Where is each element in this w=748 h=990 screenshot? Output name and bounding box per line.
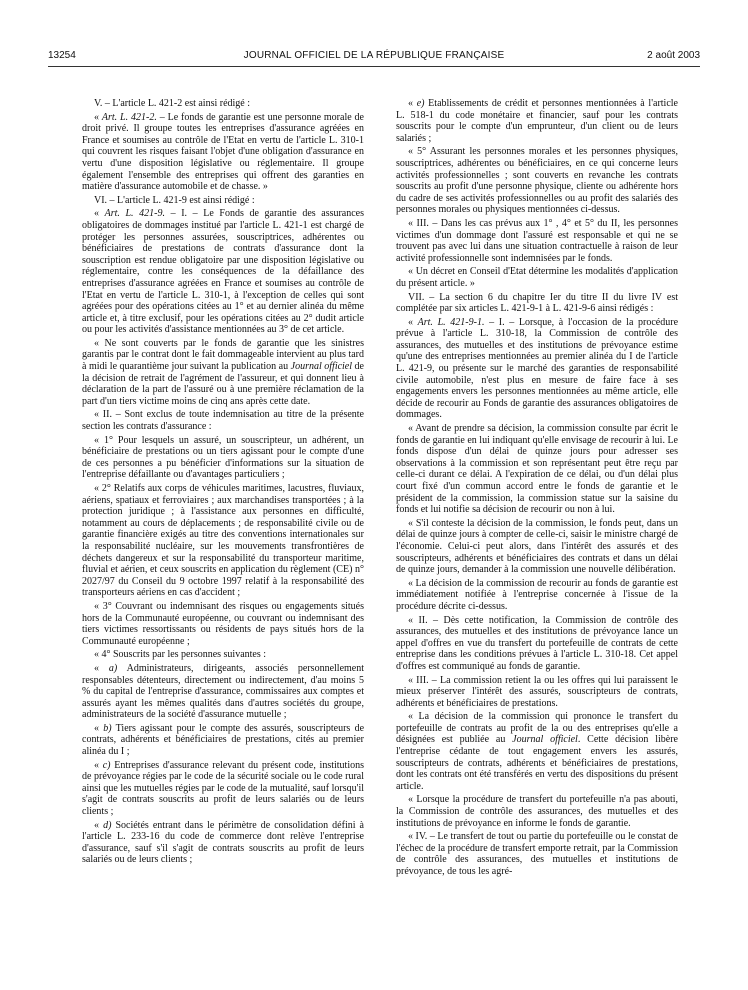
italic-term: Journal officiel <box>512 734 578 746</box>
paragraph <box>396 218 678 264</box>
page-header <box>48 48 700 64</box>
paragraph <box>396 615 678 673</box>
paragraph-text: « III. – La commission retient la ou les offres qui lui paraissent le mieux préserver l'intérêt des assurés, souscripteurs de contrats, adhérents et bénéficiaires de prestations. <box>396 674 678 709</box>
paragraph <box>82 435 364 481</box>
paragraph-text: « III. – Dans les cas prévus aux 1° , 4° et 5° du II, les personnes victimes d'un dommage dont l'assuré est responsable et qui ne se trouvent pas avec lui dans une situation contractuelle à raison de leur activité professionnelle sont indemnisées par le fonds. <box>396 217 678 264</box>
paragraph-text: « IV. – Le transfert de tout ou partie du portefeuille ou le constat de l'échec de la procédure de transfert emporte retrait, par la Commission de contrôle des assurances, des mutuelles et institutions de prévoyance, de tous les agré- <box>396 831 678 877</box>
paragraph-text: « 4° Souscrits par les personnes suivantes : <box>94 649 267 661</box>
paragraph-text: V. – L'article L. 421-2 est ainsi rédigé : <box>94 98 251 109</box>
article-reference: a) <box>108 662 118 674</box>
paragraph-text: « 3° Couvrant ou indemnisant des risques ou engagements situés hors de la Communauté européenne, ou couvrant ou indemnisant des tiers victimes ressortissants ou résidents de pays situés hors de la Communauté européenne ; <box>82 600 364 647</box>
article-reference: b) <box>103 722 112 734</box>
paragraph-text: « Lorsque la procédure de transfert du portefeuille n'a pas abouti, la Commission de contrôle des assurances, des mutuelles et des institutions de prévoyance en informe le fonds de garantie. <box>396 794 678 829</box>
paragraph <box>82 98 364 110</box>
article-reference: Art. L. 421-2. <box>101 111 157 123</box>
paragraph-text: – I. – Le Fonds de garantie des assurances obligatoires de dommages institué par l'article L. 421-1 est chargé de protéger les personnes assurées, souscriptrices, adhérentes ou bénéficiaires de prestations de contrats d'assurance dont la souscription est rendue obligatoire par une disposition législative ou réglementaire, contre les conséquences de la défaillance des entreprises d'assurance agréées en France et soumises au contrôle de l'Etat en vertu de l'article L. 310-1, à l'exception de celles qui sont agréées pour des opérations citées au 1° et au dernier alinéa du même article et, à titre exclusif, pour les opérations citées au 2° dudit article ou pour les activités d'assistance mentionnées au 3° de cet article. <box>82 208 365 336</box>
paragraph-text: « S'il conteste la décision de la commission, le fonds peut, dans un délai de quinze jours à compter de celle-ci, saisir le ministre chargé de l'économie. Celui-ci peut alors, dans l'intérêt des assurés et des souscripteurs, adhérents et bénéficiaires des contrats et dans un délai de quinze jours, demander à la commission une nouvelle délibération. <box>396 517 678 576</box>
paragraph-text: VII. – La section 6 du chapitre Ier du titre II du livre IV est complétée par six articles L. 421-9-1 à L. 421-9-6 ainsi rédigés : <box>396 291 678 315</box>
paragraph <box>396 794 678 829</box>
paragraph-text: Sociétés entrant dans le périmètre de consolidation défini à l'article L. 233-16 du code de commerce dont relève l'entreprise d'assurance, sauf s'il s'agit de contrats souscrits au profit de leurs salariés ou de leurs clients ; <box>82 819 364 866</box>
paragraph <box>82 195 364 207</box>
paragraph <box>82 208 364 336</box>
paragraph <box>82 760 364 818</box>
paragraph-text: VI. – L'article L. 421-9 est ainsi rédigé : <box>94 194 255 206</box>
paragraph <box>396 98 678 144</box>
paragraph-text: – I. – Lorsque, à l'occasion de la procédure prévue à l'article L. 310-18, la Commission de contrôle des assurances, des mutuelles et des institutions de prévoyance estime qu'une des entreprises mentionnées au premier alinéa du I de l'article L. 421-9, ou présente sur le marché des garanties de responsabilité civile automobile, n'est plus en mesure de faire face à ses engagements envers les personnes mentionnées au même article, elle décide de recourir au Fonds de garantie des assurances obligatoires de dommages. <box>396 316 679 421</box>
paragraph-lead: « <box>94 111 102 123</box>
paragraph-lead: « <box>94 722 104 734</box>
paragraph <box>82 338 364 408</box>
paragraph-lead: « <box>408 316 418 328</box>
paragraph <box>396 292 678 315</box>
paragraph <box>396 711 678 792</box>
paragraph-lead: « <box>94 759 103 771</box>
paragraph-text: Tiers agissant pour le compte des assurés, souscripteurs de contrats, adhérents et bénéficiaires de prestations, cités au premier alinéa du I ; <box>82 722 365 758</box>
paragraph-text: « La décision de la commission de recourir au fonds de garantie est immédiatement notifiée à l'entreprise concernée à l'issue de la procédure décrite ci-dessus. <box>396 577 678 612</box>
paragraph-text: Etablissements de crédit et personnes mentionnées à l'article L. 518-1 du code monétaire et financier, sauf pour les contrats souscrits pour le compte d'un emprunteur, d'un client ou de leurs salariés ; <box>396 98 678 144</box>
header-rule <box>48 66 700 67</box>
paragraph-text: « 2° Relatifs aux corps de véhicules maritimes, lacustres, fluviaux, aériens, spatiaux et ferroviaires ; aux marchandises transportées ; à la protection juridique ; à l'assistance aux personnes en difficulté, notamment au cours de déplacements ; de responsabilité civile ou de garantie financière exigés au titre des conventions internationales sur la responsabilité nucléaire, sur les mouvements transfrontières de déchets dangereux et sur la responsabilité du transporteur maritime, fluvial et aérien, et ceux souscrits en application du règlement (CE) n° 2027/97 du Conseil du 9 octobre 1997 relatif à la responsabilité des transporteurs aériens en cas d'accident ; <box>82 483 364 599</box>
paragraph-text: Entreprises d'assurance relevant du présent code, institutions de prévoyance régies par le code de la sécurité sociale ou le code rural ainsi que les mutuelles régies par le code de la mutualité, sauf lorsqu'il s'agit de contrats souscrits au profit de leurs salariés ou de leurs clients ; <box>82 759 364 818</box>
paragraph-lead: « <box>94 208 105 220</box>
article-reference: e) <box>416 98 425 109</box>
paragraph-text: « II. – Dès cette notification, la Commission de contrôle des assurances, des mutuelles et des institutions de prévoyance lance un appel d'offres en vue du transfert du portefeuille de contrats de cette entreprise dans les conditions prévues à l'article L. 310-18. Cet appel d'offres est communiqué au fonds de garantie. <box>396 614 678 672</box>
paragraph-text: Administrateurs, dirigeants, associés personnellement responsables détenteurs, directement ou indirectement, d'au moins 5 % du capital de l'entreprise d'assurance, commissaires aux comptes et assurés ayant les mêmes qualités dans d'autres sociétés du groupe, administrateurs de la société d'assurance mutuelle ; <box>82 662 364 721</box>
paragraph <box>82 663 364 721</box>
right-column <box>396 98 678 880</box>
left-column <box>82 98 364 868</box>
paragraph <box>82 483 364 599</box>
issue-date: 2 août 2003 <box>647 50 700 61</box>
paragraph <box>396 831 678 877</box>
article-reference: c) <box>102 759 111 771</box>
paragraph <box>82 723 364 758</box>
paragraph-text: « La décision de la commission qui prononce le transfert du portefeuille de contrats au profit de la ou des entreprises qu'elle a désignées est publiée au <box>396 711 678 746</box>
paragraph-text: « 5° Assurant les personnes morales et les personnes physiques, souscriptrices, adhérentes ou bénéficiaires, en ce qui concerne leurs activités professionnelles ; sont couverts en revanche les contrats souscrits au profit d'une personne physique, cliente ou adhérente hors du cadre de ses activités professionnelles ou au profit des salariés des personnes morales ou physiques mentionnées ci-dessus. <box>396 146 678 216</box>
page-number: 13254 <box>48 50 76 61</box>
paragraph-text: « 1° Pour lesquels un assuré, un souscripteur, un adhérent, un bénéficiaire de prestations ou un tiers agissant pour le compte d'une de ces personnes a pu bénéficier d'informations sur la situation de l'entreprise défaillante ou d'avantages particuliers ; <box>82 434 364 481</box>
paragraph-text: . Cette décision libère l'entreprise cédante de tout engagement envers les assurés, souscripteurs de contrats, adhérents et bénéficiaires de prestations, dont les contrats ont été transférés en vertu des dispositions du présent article. <box>396 734 678 792</box>
paragraph <box>396 266 678 289</box>
paragraph-lead: « <box>408 98 417 109</box>
paragraph-text: – Le fonds de garantie est une personne morale de droit privé. Il groupe toutes les entreprises d'assurance agréées en France et soumises au contrôle de l'Etat en vertu de l'article L. 310-1 qui couvrent les risques faisant l'objet d'une obligation d'assurance en vertu d'une disposition législative ou réglementaire. Il groupe également l'ensemble des entreprises qui offrent des garanties en matière d'assurance automobile et de chasse. » <box>82 111 364 193</box>
italic-term: Journal officiel <box>290 361 353 373</box>
paragraph <box>82 112 364 193</box>
paragraph-text: « II. – Sont exclus de toute indemnisation au titre de la présente section les contrats d'assurance : <box>82 409 364 433</box>
paragraph <box>396 317 678 421</box>
paragraph <box>82 601 364 647</box>
paragraph-lead: « <box>94 662 109 674</box>
paragraph-text: « Un décret en Conseil d'Etat détermine les modalités d'application du présent article. » <box>396 266 678 289</box>
paragraph-lead: « <box>94 819 104 831</box>
article-reference: Art. L. 421-9-1. <box>417 316 485 328</box>
paragraph <box>396 578 678 613</box>
paragraph-text: « Ne sont couverts par le fonds de garantie que les sinistres garantis par le contrat dont le fait dommageable intervient au plus tard à midi le quarantième jour suivant la publication au <box>82 337 364 373</box>
article-reference: Art. L. 421-9. <box>104 208 165 220</box>
paragraph <box>396 675 678 710</box>
paragraph <box>396 146 678 216</box>
paragraph <box>82 820 364 866</box>
paragraph-text: « Avant de prendre sa décision, la commission consulte par écrit le fonds de garantie en lui indiquant qu'elle envisage de recourir à lui. Le fonds dispose d'un délai de quinze jours pour adresser ses observations à la commission et son représentant peut être reçu par celle-ci durant ce délai. A l'expiration de ce délai, ou d'un délai plus court fixé d'un commun accord entre le fonds de garantie et le président de la commission, la commission statue sur la saisine du fonds et lui notifie sa décision de recourir ou non à lui. <box>396 423 678 516</box>
article-reference: d) <box>103 819 112 831</box>
paragraph <box>396 518 678 576</box>
paragraph <box>82 649 364 661</box>
paragraph <box>82 409 364 432</box>
paragraph-text: de la décision de retrait de l'agrément de l'assureur, et qui donnent lieu à déclaration de la part de l'assuré ou à une première réclamation de la part d'un tiers victime moins de cinq ans après cette date. <box>82 361 364 407</box>
journal-title: JOURNAL OFFICIEL DE LA RÉPUBLIQUE FRANÇAISE <box>243 50 505 61</box>
paragraph <box>396 423 678 516</box>
